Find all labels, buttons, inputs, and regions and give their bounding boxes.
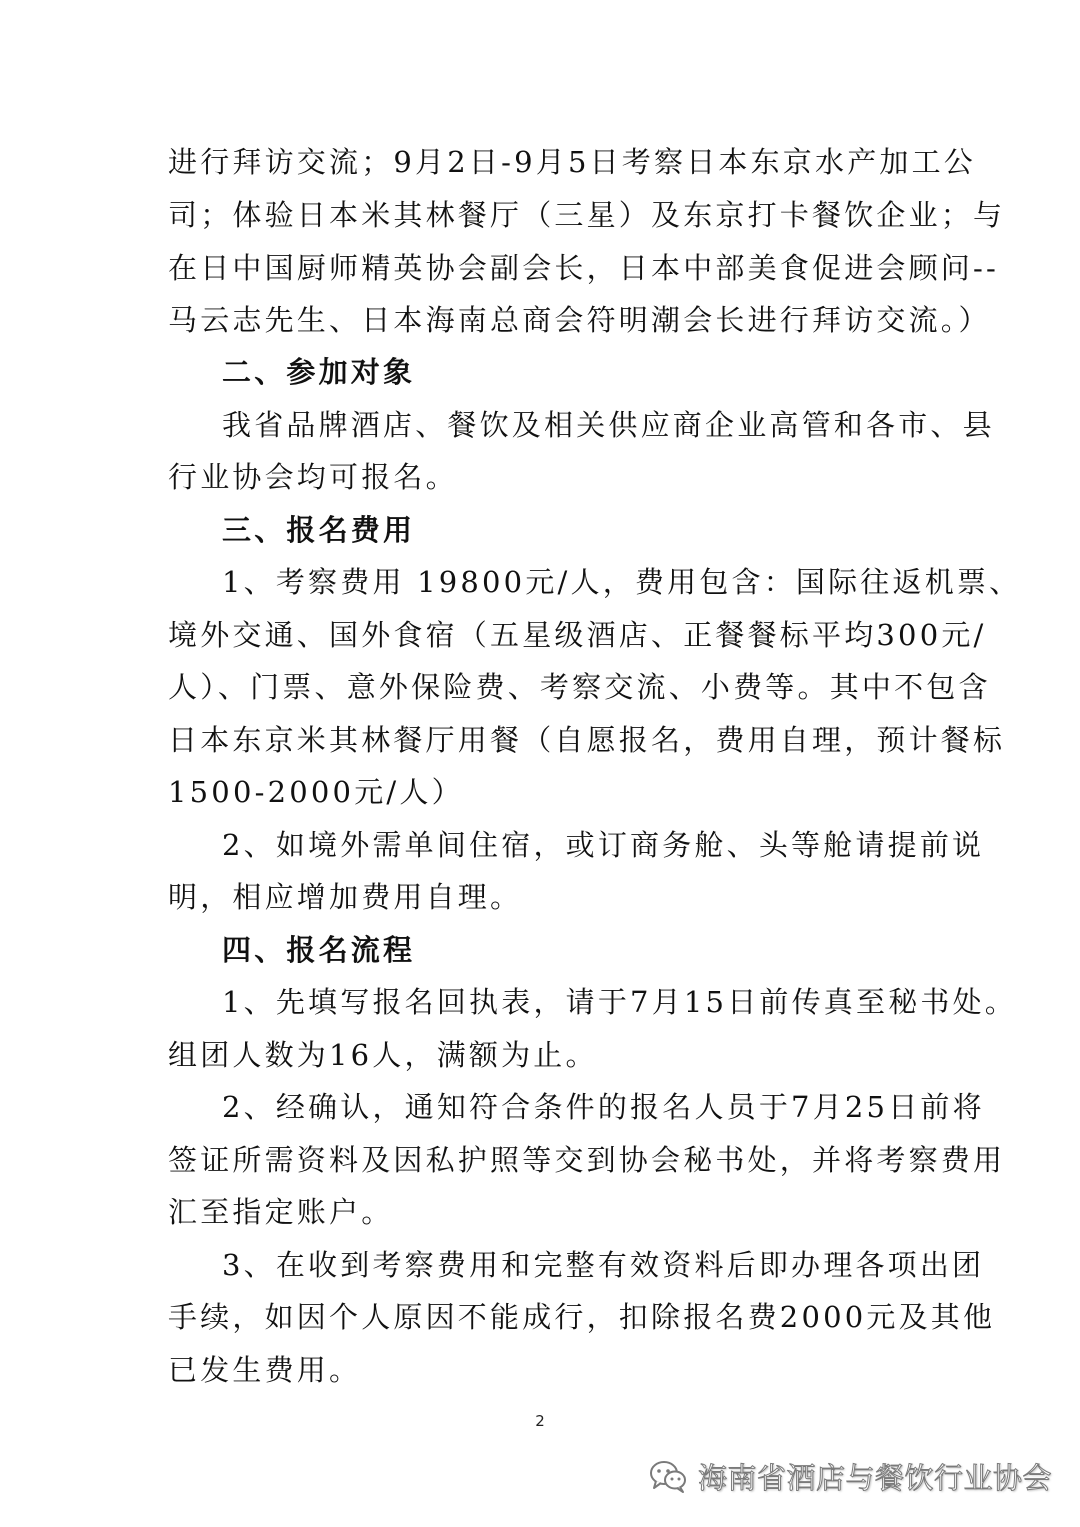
paragraph-line: 手续，如因个人原因不能成行，扣除报名费2000元及其他	[168, 1300, 996, 1334]
paragraph-line: 明，相应增加费用自理。	[168, 880, 523, 914]
paragraph-line: 已发生费用。	[168, 1353, 362, 1387]
section-heading-participants: 二、参加对象	[222, 355, 416, 389]
paragraph-line: 行业协会均可报名。	[168, 460, 458, 494]
paragraph-line: 1、考察费用 19800元/人，费用包含：国际往返机票、	[222, 565, 1022, 599]
paragraph-line: 境外交通、国外食宿（五星级酒店、正餐餐标平均300元/	[168, 618, 987, 652]
paragraph-line: 2、经确认，通知符合条件的报名人员于7月25日前将	[222, 1090, 985, 1124]
watermark-text: 海南省酒店与餐饮行业协会	[697, 1460, 1052, 1495]
paragraph-line: 1500-2000元/人）	[168, 775, 464, 809]
section-heading-fees: 三、报名费用	[222, 513, 416, 547]
paragraph-line: 3、在收到考察费用和完整有效资料后即办理各项出团	[222, 1248, 985, 1282]
paragraph-line: 日本东京米其林餐厅用餐（自愿报名，费用自理，预计餐标	[168, 723, 1006, 757]
paragraph-line: 在日中国厨师精英协会副会长，日本中部美食促进会顾问--	[168, 251, 999, 285]
paragraph-line: 人）、门票、意外保险费、考察交流、小费等。其中不包含	[168, 670, 991, 704]
account-watermark	[648, 1452, 1052, 1500]
paragraph-line: 马云志先生、日本海南总商会符明潮会长进行拜访交流。）	[168, 303, 991, 337]
section-heading-process: 四、报名流程	[222, 933, 416, 967]
paragraph-line: 2、如境外需单间住宿，或订商务舱、头等舱请提前说	[222, 828, 985, 862]
paragraph-line: 组团人数为16人，满额为止。	[168, 1038, 598, 1072]
paragraph-line: 司；体验日本米其林餐厅（三星）及东京打卡餐饮企业；与	[168, 198, 1006, 232]
wechat-icon	[648, 1459, 688, 1493]
page-number: 2	[535, 1412, 545, 1430]
paragraph-line: 签证所需资料及因私护照等交到协会秘书处，并将考察费用	[168, 1143, 1006, 1177]
paragraph-line: 我省品牌酒店、餐饮及相关供应商企业高管和各市、县	[222, 408, 995, 442]
paragraph-line: 汇至指定账户。	[168, 1195, 394, 1229]
paragraph-line: 1、先填写报名回执表，请于7月15日前传真至秘书处。	[222, 985, 1018, 1019]
paragraph-line: 进行拜访交流；9月2日-9月5日考察日本东京水产加工公	[168, 145, 977, 179]
